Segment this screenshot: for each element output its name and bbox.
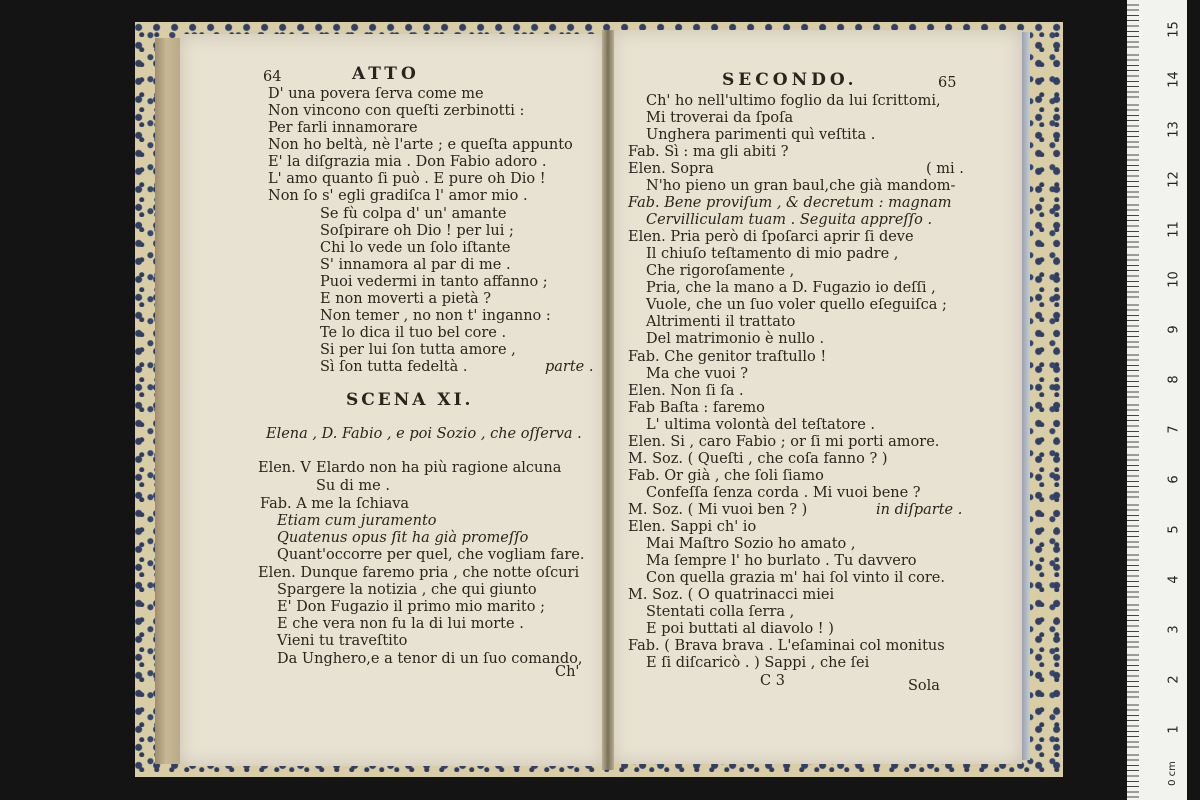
text-line: Non ho beltà, nè l'arte ; e queſta appunto [268, 137, 573, 153]
text-line: Su di me . [316, 478, 390, 494]
text-line: Fab. A me la ſchiava [260, 496, 410, 512]
text-line: N'ho pieno un gran baul,che già mandom- [646, 178, 956, 194]
text-line: Fab Baſta : faremo [628, 400, 765, 416]
text-line: ( mi . [926, 161, 964, 177]
page-number: 65 [938, 75, 957, 91]
running-head: SECONDO. [722, 70, 858, 90]
text-line: Vieni tu traveſtito [277, 633, 408, 649]
ruler-label: 11 [1166, 221, 1182, 238]
text-line: Unghera parimenti quì veſtita . [646, 127, 876, 143]
text-line: Quatenus opus ſit ha già promeſſo [277, 530, 529, 546]
text-line: Stentati colla ſerra , [646, 604, 795, 620]
text-line: Elen. V [258, 460, 311, 476]
text-line: Chi lo vede un ſolo iſtante [320, 240, 511, 256]
text-line: Fab. Sì : ma gli abiti ? [628, 144, 789, 160]
catchword: Sola [908, 678, 940, 694]
ruler-label: 15 [1166, 21, 1182, 38]
text-line: E' Don Fugazio il primo mio marito ; [277, 599, 545, 615]
text-line: Quant'occorre per quel, che vogliam fare. [277, 547, 585, 563]
ruler-unit: 0 cm [1166, 761, 1178, 786]
ruler-label: 10 [1166, 271, 1182, 288]
text-line: Sì ſon tutta fedeltà . [320, 359, 468, 375]
text-line: M. Soz. ( Queſti , che coſa fanno ? ) [628, 451, 888, 467]
text-line: Elen. Si , caro Fabio ; or ſi mi porti amore. [628, 434, 940, 450]
text-line: Ch' [555, 664, 580, 680]
ruler-label: 7 [1166, 425, 1182, 434]
text-line: Se fù colpa d' un' amante [320, 206, 507, 222]
page-number: 64 [263, 69, 282, 85]
text-line: S' innamora al par di me . [320, 257, 511, 273]
text-line: Spargere la notizia , che qui giunto [277, 582, 537, 598]
text-line: Puoi vedermi in tanto affanno ; [320, 274, 548, 290]
text-line: Te lo dica il tuo bel core . [320, 325, 507, 341]
text-line: parte . [545, 359, 594, 375]
text-line: Etiam cum juramento [277, 513, 437, 529]
ruler-label: 4 [1166, 575, 1182, 584]
text-line: Fab. Or già , che ſoli ſiamo [628, 468, 824, 484]
ruler-label: 8 [1166, 375, 1182, 384]
text-line: Il chiuſo teſtamento di mio padre , [646, 246, 899, 262]
text-line: Elen. Non ſi ſa . [628, 383, 744, 399]
text-line: Elen. Sappi ch' io [628, 519, 757, 535]
signature-mark: C 3 [760, 673, 785, 689]
text-line: Elen. Dunque faremo pria , che notte oſcuri [258, 565, 580, 581]
text-line: L' amo quanto ſi può . E pure oh Dio ! [268, 171, 546, 187]
book-gutter [602, 30, 614, 770]
text-line: Non ſo s' egli gradiſca l' amor mio . [268, 188, 528, 204]
text-line: Con quella grazia m' hai ſol vinto il core. [646, 570, 945, 586]
page-edges-left [155, 38, 183, 764]
text-line: M. Soz. ( Mi vuoi ben ? ) [628, 502, 808, 518]
text-line: E che vera non fu la di lui morte . [277, 616, 524, 632]
text-line: Mi troverai da ſpoſa [646, 110, 794, 126]
text-line: Fab. Bene proviſum , & decretum : magnam [628, 195, 952, 211]
text-line: Del matrimonio è nullo . [646, 331, 825, 347]
text-line: Si per lui ſon tutta amore , [320, 342, 516, 358]
ruler-label: 1 [1166, 725, 1182, 734]
running-head: ATTO [352, 64, 420, 84]
text-line: Soſpirare oh Dio ! per lui ; [320, 223, 514, 239]
text-line: Elen. Sopra [628, 161, 714, 177]
ruler-label: 13 [1166, 121, 1182, 138]
text-line: Pria, che la mano a D. Fugazio io deſſi , [646, 280, 936, 296]
text-line: Da Unghero,e a tenor di un ſuo comando, [277, 651, 583, 667]
text-line: Non temer , no non t' inganno : [320, 308, 551, 324]
text-line: Elardo non ha più ragione alcuna [316, 460, 562, 476]
text-line: Fab. ( Brava brava . L'eſaminai col monitus [628, 638, 945, 654]
scene-cast: Elena , D. Fabio , e poi Sozio , che oſſerva . [266, 426, 582, 442]
text-line: Vuole, che un ſuo voler quello eſeguiſca ; [646, 297, 947, 313]
text-line: M. Soz. ( O quatrinacci miei [628, 587, 835, 603]
text-line: Ch' ho nell'ultimo foglio da lui ſcrittomi, [646, 93, 941, 109]
text-line: Cervilliculam tuam . Seguita appreſſo . [646, 212, 933, 228]
text-line: Fab. Che genitor traſtullo ! [628, 349, 827, 365]
text-line: Elen. Pria però di ſpoſarci aprir ſi deve [628, 229, 914, 245]
text-line: Altrimenti il trattato [646, 314, 796, 330]
text-line: E poi buttati al diavolo ! ) [646, 621, 834, 637]
text-line: Non vincono con queſti zerbinotti : [268, 103, 525, 119]
ruler-label: 9 [1166, 325, 1182, 334]
text-line: E non moverti a pietà ? [320, 291, 492, 307]
text-line: E' la diſgrazia mia . Don Fabio adoro . [268, 154, 547, 170]
text-line: D' una povera ſerva come me [268, 86, 484, 102]
ruler-label: 5 [1166, 525, 1182, 534]
text-line: Confeſſa ſenza corda . Mi vuoi bene ? [646, 485, 921, 501]
text-line: in diſparte . [876, 502, 963, 518]
ruler-label: 12 [1166, 171, 1182, 188]
text-line: Ma ſempre l' ho burlato . Tu davvero [646, 553, 917, 569]
text-line: Per farli innamorare [268, 120, 418, 136]
text-line: E ſi diſcaricò . ) Sappi , che ſei [646, 655, 870, 671]
text-line: Che rigoroſamente , [646, 263, 795, 279]
text-line: Ma che vuoi ? [646, 366, 749, 382]
text-line: Mai Maſtro Sozio ho amato , [646, 536, 856, 552]
ruler-label: 14 [1166, 71, 1182, 88]
ruler-label: 2 [1166, 675, 1182, 684]
text-line: L' ultima volontà del teſtatore . [646, 417, 876, 433]
ruler-label: 3 [1166, 625, 1182, 634]
ruler-label: 6 [1166, 475, 1182, 484]
scene-title: SCENA XI. [346, 390, 474, 410]
